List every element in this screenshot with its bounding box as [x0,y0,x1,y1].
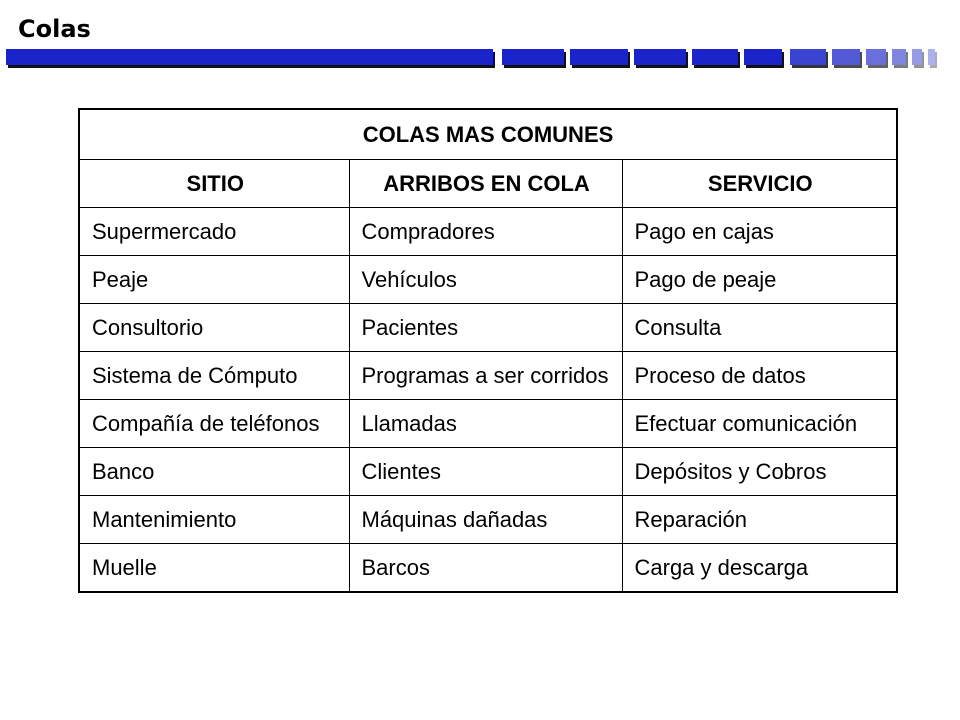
title-bar-segment [6,49,493,65]
title-bar-segment [912,49,922,65]
cell-site: Consultorio [79,304,349,352]
title-bar-segment [634,49,686,65]
cell-site: Compañía de teléfonos [79,400,349,448]
cell-arrivals: Compradores [349,208,622,256]
cell-service: Depósitos y Cobros [622,448,897,496]
table-header-row [79,160,897,208]
title-bar-segment [744,49,782,65]
cell-arrivals: Barcos [349,544,622,593]
table-row [79,448,897,496]
title-bar-segment [502,49,564,65]
cell-site: Sistema de Cómputo [79,352,349,400]
title-bar-segment [570,49,628,65]
cell-arrivals: Pacientes [349,304,622,352]
title-bar-segment [892,49,906,65]
title-bar-segment [832,49,860,65]
cell-arrivals: Máquinas dañadas [349,496,622,544]
table-row [79,496,897,544]
table-row [79,256,897,304]
column-header-service: SERVICIO [622,160,897,208]
cell-arrivals: Programas a ser corridos [349,352,622,400]
column-header-arrivals: ARRIBOS EN COLA [349,160,622,208]
cell-site: Peaje [79,256,349,304]
table-caption-row [79,109,897,160]
title-bar-segment [692,49,738,65]
cell-service: Carga y descarga [622,544,897,593]
cell-service: Consulta [622,304,897,352]
cell-arrivals: Vehículos [349,256,622,304]
table-row [79,208,897,256]
cell-site: Supermercado [79,208,349,256]
title-underline-bar [6,49,946,67]
cell-service: Reparación [622,496,897,544]
cell-arrivals: Llamadas [349,400,622,448]
cell-site: Muelle [79,544,349,593]
title-bar-segment [928,49,935,65]
cell-service: Efectuar comunicación [622,400,897,448]
table-row [79,544,897,593]
cell-site: Mantenimiento [79,496,349,544]
table-row [79,400,897,448]
cell-service: Pago en cajas [622,208,897,256]
title-bar-segment [790,49,826,65]
common-queues-table [78,108,898,593]
table-row [79,352,897,400]
cell-arrivals: Clientes [349,448,622,496]
queue-table-container [78,108,896,593]
column-header-site: SITIO [79,160,349,208]
table-caption: COLAS MAS COMUNES [79,109,897,160]
title-bar-segment [866,49,886,65]
cell-site: Banco [79,448,349,496]
table-row [79,304,897,352]
slide-title: Colas [18,15,91,43]
cell-service: Proceso de datos [622,352,897,400]
cell-service: Pago de peaje [622,256,897,304]
